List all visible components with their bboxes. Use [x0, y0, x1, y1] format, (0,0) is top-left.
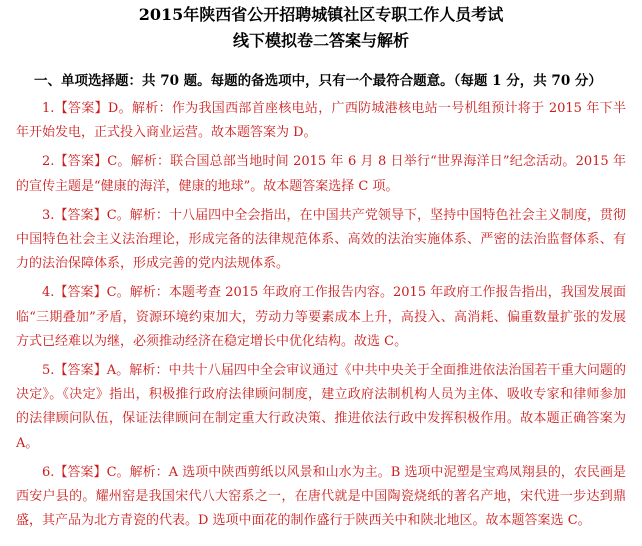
answer-item-2: [16, 150, 626, 198]
section-heading: 一、单项选择题：共 70 题。每题的备选项中，只有一个最符合题意。（每题 1 分，共 70 分）: [34, 73, 602, 89]
answer-number: 5.: [42, 363, 55, 379]
answer-number: 1.: [42, 101, 55, 116]
answer-text: 【答案】D。解析：作为我国西部首座核电站，广西防城港核电站一号机组预计将于 2015 年下半年开始发电，正式投入商业运营。故本题答案为 D。: [16, 101, 626, 141]
answer-text: 【答案】C。解析：十八届四中全会指出，在中国共产党领导下，坚持中国特色社会主义制度，贯彻中国特色社会主义法治理论，形成完备的法律规范体系、高效的法治实施体系、严密的法治监督体系、有力的法治保障体系，形成完善的党内法规体系。: [16, 207, 626, 272]
answer-text: 【答案】C。解析：A 选项中陕西剪纸以风景和山水为主。B 选项中泥塑是宝鸡凤翔县的，农民画是西安户县的。耀州窑是我国宋代八大窑系之一，在唐代就是中国陶瓷烧纸的著名产地，宋代进一步达到鼎盛，其产品为北方青瓷的代表。D 选项中面花的制作盛行于陕西关中和陕北地区。故本题答案选 C。: [16, 464, 626, 529]
answer-text: 【答案】C。解析：本题考查 2015 年政府工作报告内容。2015 年政府工作报告指出，我国发展面临“三期叠加”矛盾，资源环境约束加大，劳动力等要素成本上升，高投入、高消耗、偏重数量扩张的发展方式已经难以为继，必须推动经济在稳定增长中优化结构。故选 C。: [16, 285, 626, 349]
document-title: 2015年陕西省公开招聘城镇社区专职工作人员考试: [138, 5, 504, 24]
document-subtitle: 线下模拟卷二答案与解析: [232, 31, 409, 50]
answer-item-4: [16, 281, 626, 354]
answer-item-5: [16, 359, 626, 456]
answer-number: 6.: [42, 464, 55, 480]
answer-text: 【答案】A。解析：中共十八届四中全会审议通过《中共中央关于全面推进依法治国若干重大问题的决定》。《决定》指出，积极推行政府法律顾问制度，建立政府法制机构人员为主体、吸收专家和律师参加的法律顾问队伍，保证法律顾问在制定重大行政决策、推进依法行政中发挥积极作用。故本题正确答案为 A。: [16, 363, 626, 451]
answer-number: 4.: [42, 285, 55, 301]
answer-number: 3.: [42, 207, 55, 223]
answer-item-1: [16, 97, 626, 145]
answer-text: 【答案】C。解析：联合国总部当地时间 2015 年 6 月 8 日举行“世界海洋日”纪念活动。2015 年的宣传主题是“健康的海洋，健康的地球”。故本题答案选择 C 项。: [16, 154, 626, 194]
answer-item-3: [16, 204, 626, 277]
answer-number: 2.: [42, 154, 55, 170]
answer-item-6: [16, 461, 626, 534]
